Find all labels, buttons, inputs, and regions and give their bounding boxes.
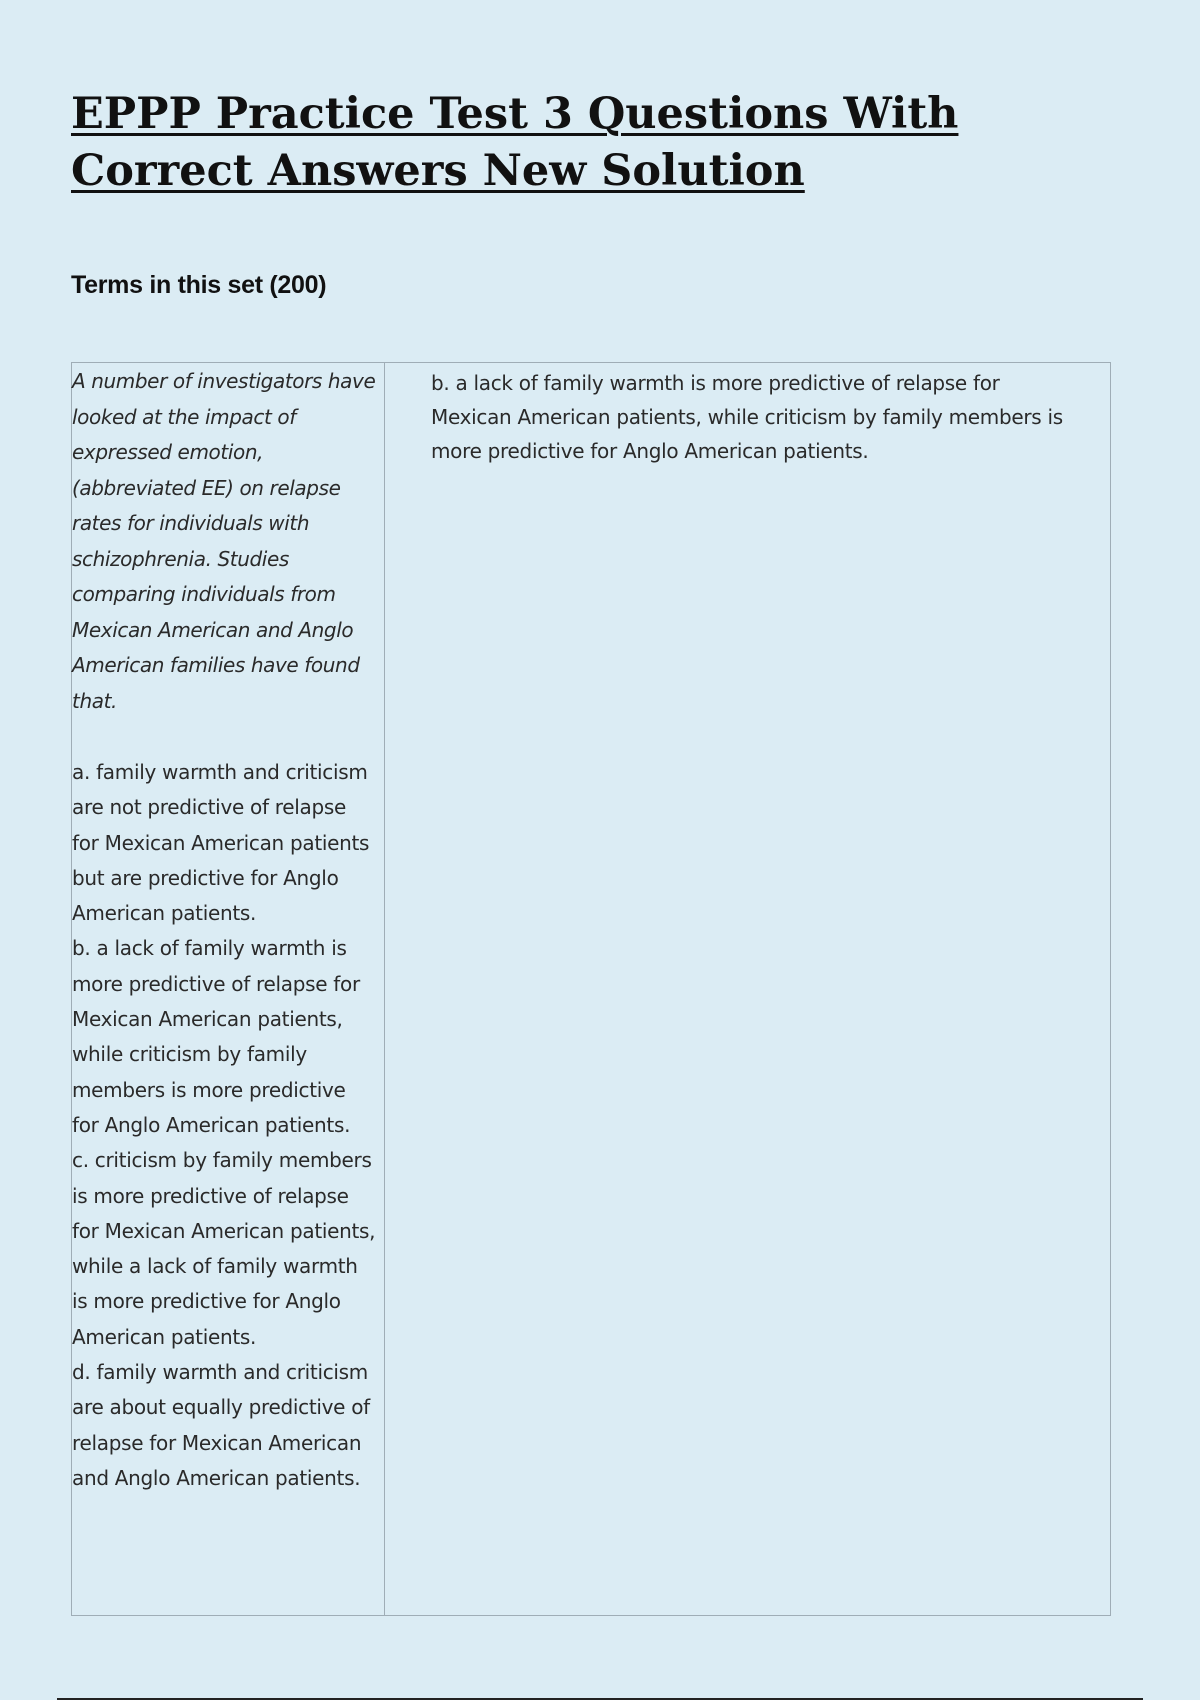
correct-answer: b. a lack of family warmth is more predictive of relapse for Mexican American patients, while criticism by family members is more predictive for Anglo American patients.: [431, 371, 1063, 463]
terms-count-heading: Terms in this set (200): [71, 271, 327, 299]
definition-cell: [385, 363, 1110, 1615]
term-cell: [72, 363, 385, 1615]
option-d: d. family warmth and criticism are about equally predictive of relapse for Mexican American and Anglo American patients.: [72, 1360, 370, 1490]
terms-table: [71, 362, 1111, 1616]
option-b: b. a lack of family warmth is more predictive of relapse for Mexican American patients, while criticism by family members is more predictive for Anglo American patients.: [72, 936, 360, 1137]
answer-options: [72, 755, 384, 1496]
document-title: EPPP Practice Test 3 Questions With Correct Answers New Solution: [71, 89, 959, 196]
option-a: a. family warmth and criticism are not predictive of relapse for Mexican American patients but are predictive for Anglo American patients.: [72, 760, 370, 926]
question-text: A number of investigators have looked at the impact of expressed emotion, (abbreviated EE) on relapse rates for individuals with schizophrenia. Studies comparing individuals from Mexican American and Anglo American families have found that.: [72, 369, 376, 713]
option-c: c. criticism by family members is more predictive of relapse for Mexican American patients, while a lack of family warmth is more predictive for Anglo American patients.: [72, 1148, 376, 1349]
